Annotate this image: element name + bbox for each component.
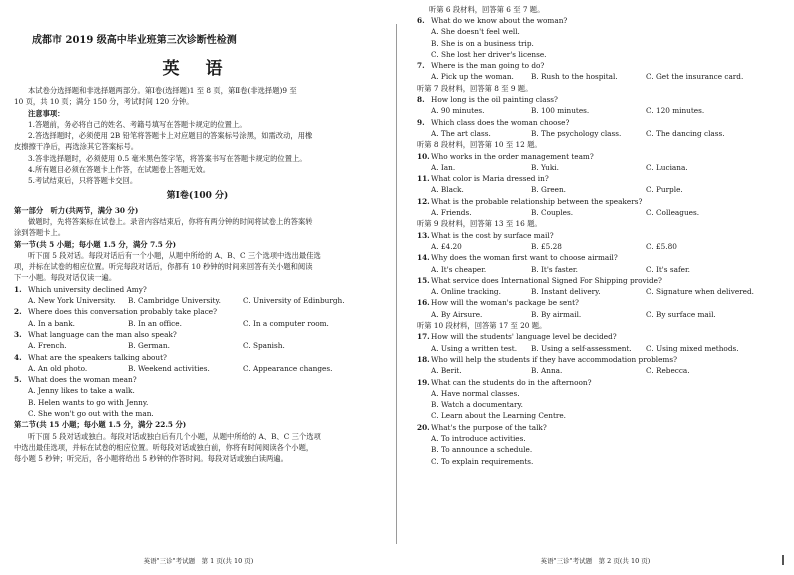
section-description: 听下面 5 段对话。每段对话后有一个小题，从题中所给的 A、B、C 三个选项中选出最佳选: [28, 250, 321, 260]
answer-option: C. University of Edinburgh.: [243, 296, 345, 306]
question-text: What does the woman mean?: [28, 375, 137, 385]
question-stem: [417, 117, 776, 128]
answer-option: A. By Airsure.: [431, 309, 483, 319]
answer-option: B. In an office.: [128, 318, 182, 328]
answer-option: C. The dancing class.: [646, 128, 725, 138]
question-number: 19.: [417, 377, 430, 387]
answer-option: A. Pick up the woman.: [431, 72, 514, 82]
answer-option: B. Instant delivery.: [531, 287, 601, 297]
question-text: What do we know about the woman?: [431, 16, 568, 25]
answer-option: B. Weekend activities.: [128, 363, 210, 373]
notes-list: [14, 119, 381, 187]
question-stem: [417, 252, 776, 263]
question-stem: [14, 284, 381, 295]
part-description: 涂到答题卡上。: [14, 228, 66, 238]
answer-option: A. In a bank.: [28, 318, 75, 328]
question-number: 13.: [417, 230, 430, 240]
question-text: Where does this conversation probably take place?: [28, 307, 218, 317]
section-description: 项，并标在试卷的相应位置。听完每段对话后，你都有 10 秒钟的时间来回答有关小题和阅读: [14, 262, 313, 272]
scan-mark: [782, 555, 784, 565]
question-stem: [417, 297, 776, 308]
option-row: [417, 128, 776, 139]
option-row: [417, 365, 776, 376]
question-number: 5.: [14, 375, 22, 385]
material-label: 听第 8 段材料，回答第 10 至 12 题。: [417, 140, 542, 150]
option-row: [417, 286, 776, 297]
question-text: What's the purpose of the talk?: [431, 422, 547, 432]
option-row: [417, 162, 776, 173]
answer-option: C. By surface mail.: [646, 309, 716, 319]
section-title: 第Ⅰ卷(100 分): [166, 190, 229, 201]
question-number: 15.: [417, 275, 430, 285]
section-description: 听下面 5 段对话或独白。每段对话或独白后有几个小题，从题中所给的 A、B、C 三个选项: [28, 431, 321, 441]
question-number: 8.: [417, 95, 425, 105]
question-list: [14, 284, 381, 420]
material-label: 听第 10 段材料，回答第 17 至 20 题。: [417, 321, 547, 331]
answer-option: C. Colleagues.: [646, 208, 700, 218]
option-row: [417, 309, 776, 320]
answer-option: C. Appearance changes.: [243, 363, 333, 373]
question-text: Who will help the students if they have accommodation problems?: [431, 354, 678, 364]
question-number: 11.: [417, 174, 430, 184]
material-label: 听第 7 段材料，回答第 8 至 9 题。: [417, 83, 533, 93]
question-text: What can the students do in the afternoon?: [431, 377, 592, 387]
question-stem: [417, 331, 776, 342]
answer-option: C. To explain requirements.: [431, 456, 534, 466]
question-text: Which class does the woman choose?: [431, 117, 570, 127]
page-footer: 英语"三诊"考试题 第 1 页(共 10 页): [143, 557, 254, 565]
answer-option: B. Couples.: [531, 208, 574, 218]
option-row: [14, 295, 381, 306]
question-stem: [417, 275, 776, 286]
answer-option: C. Purple.: [646, 185, 683, 195]
question-text: What service does International Signed For Shipping provide?: [431, 275, 662, 285]
question-text: What is the cost by surface mail?: [431, 230, 554, 240]
answer-option: A. New York University.: [28, 296, 116, 306]
answer-option: B. Helen wants to go with Jenny.: [28, 397, 149, 407]
question-number: 18.: [417, 354, 430, 364]
option-row: [417, 207, 776, 218]
question-stem: [417, 151, 776, 162]
question-stem: [14, 352, 381, 363]
question-text: What color is Maria dressed in?: [431, 174, 549, 184]
answer-option: A. Have normal classes.: [431, 388, 520, 398]
note-line: 2.答选择题时，必须使用 2B 铅笔将答题卡上对应题目的答案标号涂黑，如需改动，用橡: [28, 131, 313, 141]
answer-option: A. Jenny likes to take a walk.: [28, 386, 135, 396]
option-row: [417, 343, 776, 354]
answer-option: C. 120 minutes.: [646, 106, 705, 116]
note-line: 5.考试结束后，只将答题卡交回。: [28, 176, 138, 186]
question-text: How will the students' language level be decided?: [431, 332, 617, 342]
question-stem: [417, 196, 776, 207]
question-stem: [417, 230, 776, 241]
question-number: 2.: [14, 307, 22, 317]
option-row: [417, 184, 776, 195]
answer-option: B. £5.28: [531, 241, 562, 251]
section-heading: 第二节(共 15 小题；每小题 1.5 分，满分 22.5 分): [14, 420, 187, 430]
answer-option: B. By airmail.: [531, 309, 582, 319]
intro-line: 10 页，共 10 页；满分 150 分，考试时间 120 分钟。: [14, 97, 194, 107]
material-label: 听第 6 段材料，回答第 6 至 7 题。: [429, 5, 545, 14]
question-number: 6.: [417, 16, 425, 25]
answer-option: A. 90 minutes.: [431, 106, 485, 116]
answer-option: C. Spanish.: [243, 341, 285, 351]
question-stem: [417, 15, 776, 26]
question-number: 20.: [417, 422, 430, 432]
question-number: 17.: [417, 332, 430, 342]
exam-title: 成都市 2019 级高中毕业班第三次诊断性检测: [32, 35, 237, 46]
answer-option: B. Green.: [531, 185, 566, 195]
answer-option: C. £5.80: [646, 241, 677, 251]
answer-option: C. Using mixed methods.: [646, 343, 739, 353]
notes-title: 注意事项：: [28, 108, 65, 118]
intro-line: 本试卷分选择题和非选择题两部分。第Ⅰ卷(选择题)1 至 8 页，第Ⅱ卷(非选择题)9 至: [28, 86, 297, 95]
section-description: 下一小题。每段对话仅读一遍。: [14, 273, 117, 283]
answer-option: C. Learn about the Learning Centre.: [431, 411, 567, 421]
exam-page-2: [397, 0, 794, 575]
section-heading: 第一节(共 5 小题；每小题 1.5 分，满分 7.5 分): [14, 239, 177, 249]
answer-option: B. It's faster.: [531, 264, 578, 274]
answer-option: C. Get the insurance card.: [646, 72, 744, 82]
answer-option: C. Rebecca.: [646, 366, 690, 376]
question-number: 7.: [417, 61, 425, 71]
answer-option: A. Ian.: [431, 162, 456, 172]
answer-option: B. The psychology class.: [531, 128, 622, 138]
question-number: 12.: [417, 196, 430, 206]
answer-option: B. Yuki.: [531, 162, 559, 172]
answer-option: B. Rush to the hospital.: [531, 72, 618, 82]
subject-title: 英 语: [162, 59, 233, 79]
section-description: 每小题 5 秒钟；听完后，各小题将给出 5 秒钟的作答时间。每段对话或独白读两遍。: [14, 454, 288, 464]
option-row: [14, 340, 381, 351]
answer-option: A. French.: [28, 341, 67, 351]
question-stem: [417, 94, 776, 105]
question-text: What language can the man also speak?: [28, 329, 177, 339]
answer-option: A. Friends.: [431, 208, 472, 218]
question-number: 16.: [417, 298, 430, 308]
answer-option: C. It's safer.: [646, 264, 690, 274]
option-row: [417, 71, 776, 82]
question-text: Where is the man going to do?: [431, 61, 545, 71]
answer-option: A. To introduce activities.: [431, 433, 526, 443]
note-line: 4.所有题目必须在答题卡上作答，在试题卷上答题无效。: [28, 165, 211, 175]
question-text: How will the woman's package be sent?: [431, 298, 579, 308]
part-description: 做题时，先将答案标在试卷上。录音内容结束后，你将有两分钟的时间将试卷上的答案转: [28, 216, 313, 226]
answer-option: C. Luciana.: [646, 162, 688, 172]
answer-option: B. Anna.: [531, 366, 563, 376]
answer-option: B. 100 minutes.: [531, 106, 590, 116]
question-number: 14.: [417, 253, 430, 263]
question-stem: [14, 329, 381, 340]
question-stem: [417, 354, 776, 365]
question-stem: [417, 422, 776, 433]
part-heading: 第一部分 听力(共两节，满分 30 分): [14, 205, 139, 215]
question-number: 10.: [417, 151, 430, 161]
question-text: How long is the oil painting class?: [431, 95, 558, 105]
question-stem: [14, 374, 381, 385]
answer-option: A. An old photo.: [28, 363, 88, 373]
section-description: 中选出最佳选项，并标在试卷的相应位置。听每段对话或独白前，你将有时间阅读各个小题，: [14, 442, 314, 452]
answer-option: A. She doesn't feel well.: [431, 27, 520, 37]
question-text: What is the probable relationship between the speakers?: [431, 196, 643, 206]
answer-option: B. She is on a business trip.: [431, 38, 534, 48]
question-text: Which university declined Amy?: [28, 284, 147, 294]
option-row: [14, 318, 381, 329]
answer-option: A. Black.: [431, 185, 464, 195]
answer-option: A. Using a written test.: [431, 343, 518, 353]
question-stem: [14, 306, 381, 317]
answer-option: A. £4.20: [431, 241, 462, 251]
note-line: 3.答非选择题时，必须使用 0.5 毫米黑色签字笔，将答案书写在答题卡规定的位置上。: [28, 153, 307, 163]
note-line: 皮擦擦干净后，再选涂其它答案标号。: [14, 142, 139, 152]
answer-option: B. Cambridge University.: [128, 296, 221, 306]
answer-option: A. It's cheaper.: [431, 264, 487, 274]
answer-option: A. The art class.: [431, 128, 491, 138]
answer-option: B. To announce a schedule.: [431, 445, 533, 455]
option-row: [417, 105, 776, 116]
answer-option: C. She lost her driver's license.: [431, 49, 547, 59]
question-number: 4.: [14, 352, 22, 362]
answer-option: C. Signature when delivered.: [646, 287, 754, 297]
answer-option: C. She won't go out with the man.: [28, 409, 154, 419]
question-text: Who works in the order management team?: [431, 151, 594, 161]
answer-option: B. Watch a documentary.: [431, 400, 523, 410]
question-stem: [417, 377, 776, 388]
question-stem: [417, 173, 776, 184]
page-footer: 英语"三诊"考试题 第 2 页(共 10 页): [540, 557, 651, 565]
question-stem: [417, 60, 776, 71]
question-list: [417, 15, 776, 467]
material-label: 听第 9 段材料，回答第 13 至 16 题。: [417, 219, 542, 229]
answer-option: B. Using a self-assessment.: [531, 343, 632, 353]
answer-option: A. Berit.: [431, 366, 462, 376]
option-row: [417, 241, 776, 252]
question-number: 3.: [14, 329, 22, 339]
option-row: [14, 363, 381, 374]
question-number: 9.: [417, 117, 425, 127]
answer-option: B. German.: [128, 341, 170, 351]
note-line: 1.答题前，务必将自己的姓名、考籍号填写在答题卡规定的位置上。: [28, 119, 247, 129]
question-text: Why does the woman first want to choose airmail?: [431, 253, 618, 263]
answer-option: A. Online tracking.: [431, 287, 501, 297]
question-number: 1.: [14, 284, 22, 294]
answer-option: C. In a computer room.: [243, 318, 329, 328]
option-row: [417, 264, 776, 275]
question-text: What are the speakers talking about?: [28, 352, 167, 362]
